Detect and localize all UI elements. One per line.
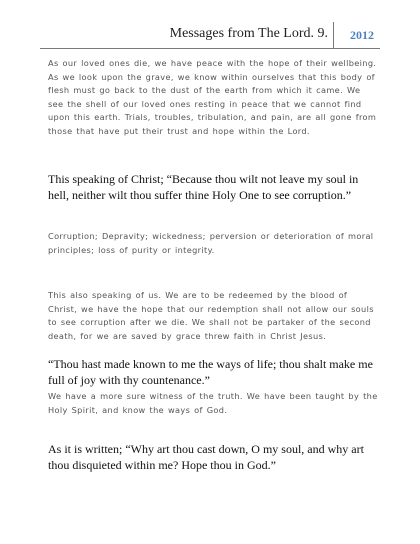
paragraph-definition: Corruption; Depravity; wickedness; perversion or deterioration of moral principles; loss of purity or integrity. xyxy=(48,231,374,255)
scripture-quote-ways-of-life: “Thou hast made known to me the ways of life; thou shalt make me full of joy with thy countenance.” xyxy=(48,357,373,387)
header-year: 2012 xyxy=(350,28,374,42)
paragraph-witness: We have a more sure witness of the truth. We have been taught by the Holy Spirit, and know the ways of God. xyxy=(48,391,378,415)
paragraph-redemption: This also speaking of us. We are to be redeemed by the blood of Christ, we have the hope that our redemption shall not allow our souls to see corruption after we die. We shall not be partaker of the second death, for we are saved by grace threw faith in Christ Jesus. xyxy=(48,290,374,341)
scripture-quote-hope: As it is written; “Why art thou cast down, O my soul, and why art thou disquieted within me? Hope thou in God.” xyxy=(48,442,364,472)
header-divider xyxy=(333,22,334,48)
scripture-quote-corruption: This speaking of Christ; “Because thou wilt not leave my soul in hell, neither wilt thou suffer thine Holy One to see corruption.” xyxy=(48,172,359,202)
paragraph-loved-ones: As our loved ones die, we have peace with the hope of their wellbeing. As we look upon the grave, we know within ourselves that this body of flesh must go back to the dust of the earth from which it came. We see the shell of our loved ones resting in peace that we cannot find upon this earth. Trials, troubles, tribulation, and pain, are all gone from those that have put their trust and hope within the Lord. xyxy=(48,58,377,136)
page-header xyxy=(40,22,380,49)
header-title: Messages from The Lord. 9. xyxy=(169,26,328,41)
